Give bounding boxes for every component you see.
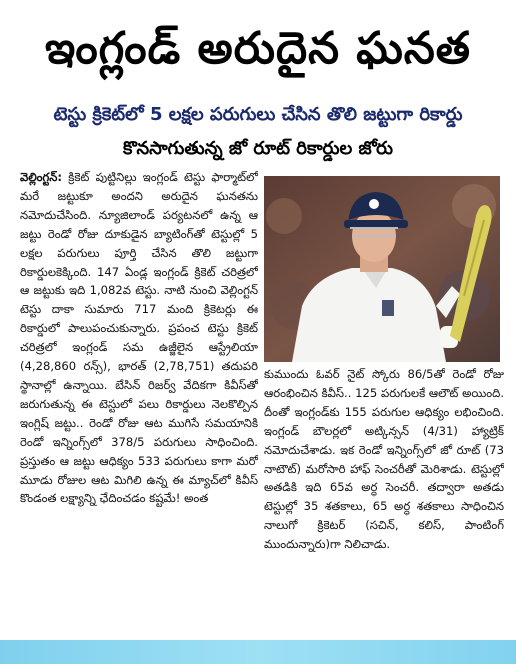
page-title: ఇంగ్లండ్ అరుదైన ఘనత xyxy=(45,23,471,74)
article-body-left: క్రికెట్ పుట్టినిల్లు ఇంగ్లండ్ టెస్టు ఫార్మాట్‌లో మరే జట్టుకూ అందని అరుదైన ఘనతను నమోదుచేసింది. న్యూజిలాండ్ పర్యటనలో ఉన్న ఆ జట్టు రెండో రోజు దూకుడైన బ్యాటింగ్‌తో టెస్టుల్లో 5 లక్షల పరుగులు పూర్తి చేసిన తొలి జట్టుగా రికార్డులకెక్కింది. 147 ఏండ్ల ఇంగ్లండ్ క్రికెట్ చరిత్రలో ఆ జట్టుకు ఇది 1,082వ టెస్టు. నాటి నుంచి వెల్లింగ్టన్ టెస్టు దాకా సుమారు 717 మంది క్రికెటర్లు ఈ రికార్డులో పాలుపంచుకున్నారు. ప్రపంచ టెస్టు క్రికెట్ చరిత్రలో ఇంగ్లండ్ సమ ఉజ్జీలైన ఆస్ట్రేలియా (4,28,860 రన్స్), భారత్ (2,78,751) తదుపరి స్థానాల్లో ఉన్నాయి. బేసిన్ రిజర్వ్ వేదికగా కివీస్‌తో జరుగుతున్న ఈ టెస్టులో పలు రికార్డులు నెలకొల్పిన ఇంగ్లిష్ జట్టు.. రెండో రోజు ఆట ముగిసే సమయానికి రెండో ఇన్నింగ్స్‌లో 378/5 పరుగులు సాధించింది. ప్రస్తుతం ఆ జట్టు ఆధిక్యం 533 పరుగులు కాగా మరో మూడు రోజుల ఆట మిగిలి ఉన్న ఈ మ్యాచ్‌లో కివీస్ కొండంత లక్ష్యాన్ని ఛేదించడం కష్టమే! అంత xyxy=(20,170,258,506)
article-column-right xyxy=(264,365,504,637)
dateline: వెల్లింగ్టన్: xyxy=(20,170,63,184)
article-body-right: కుముందు ఓవర్ నైట్ స్కోరు 86/5తో రెండో రోజు ఆరంభించిన కివీస్.. 125 పరుగులకే ఆలౌట్ అయింది. దీంతో ఇంగ్లండ్‌కు 155 పరుగుల ఆధిక్యం లభించింది. ఇంగ్లండ్ బౌలర్లలో అట్కిన్సన్ (4/31) హ్యాట్రిక్ నమోదుచేశాడు. ఇక రెండో ఇన్నింగ్స్‌లో జో రూట్ (73 నాటౌట్) మరోసారి హాఫ్ సెంచరీతో మెరిశాడు. టెస్టుల్లో అతడికి ఇది 65వ అర్ధ సెంచరీ. తద్వారా అతడు టెస్టుల్లో 35 శతకాలు, 65 అర్ధ శతకాలు సాధించిన నాలుగో క్రికెటర్ (సచిన్, కలిస్, పాంటింగ్ ముందున్నారు)గా నిలిచాడు. xyxy=(264,367,504,552)
article-column-left xyxy=(20,168,258,634)
subheadline: టెస్టు క్రికెట్‌లో 5 లక్షల పరుగులు చేసిన తొలి జట్టుగా రికార్డు xyxy=(53,104,463,125)
bottom-banner xyxy=(0,640,516,664)
cricketer-photo xyxy=(264,176,500,362)
kicker: కొనసాగుతున్న జో రూట్ రికార్డుల జోరు xyxy=(123,138,393,159)
cricketer-photo-icon xyxy=(264,176,500,362)
